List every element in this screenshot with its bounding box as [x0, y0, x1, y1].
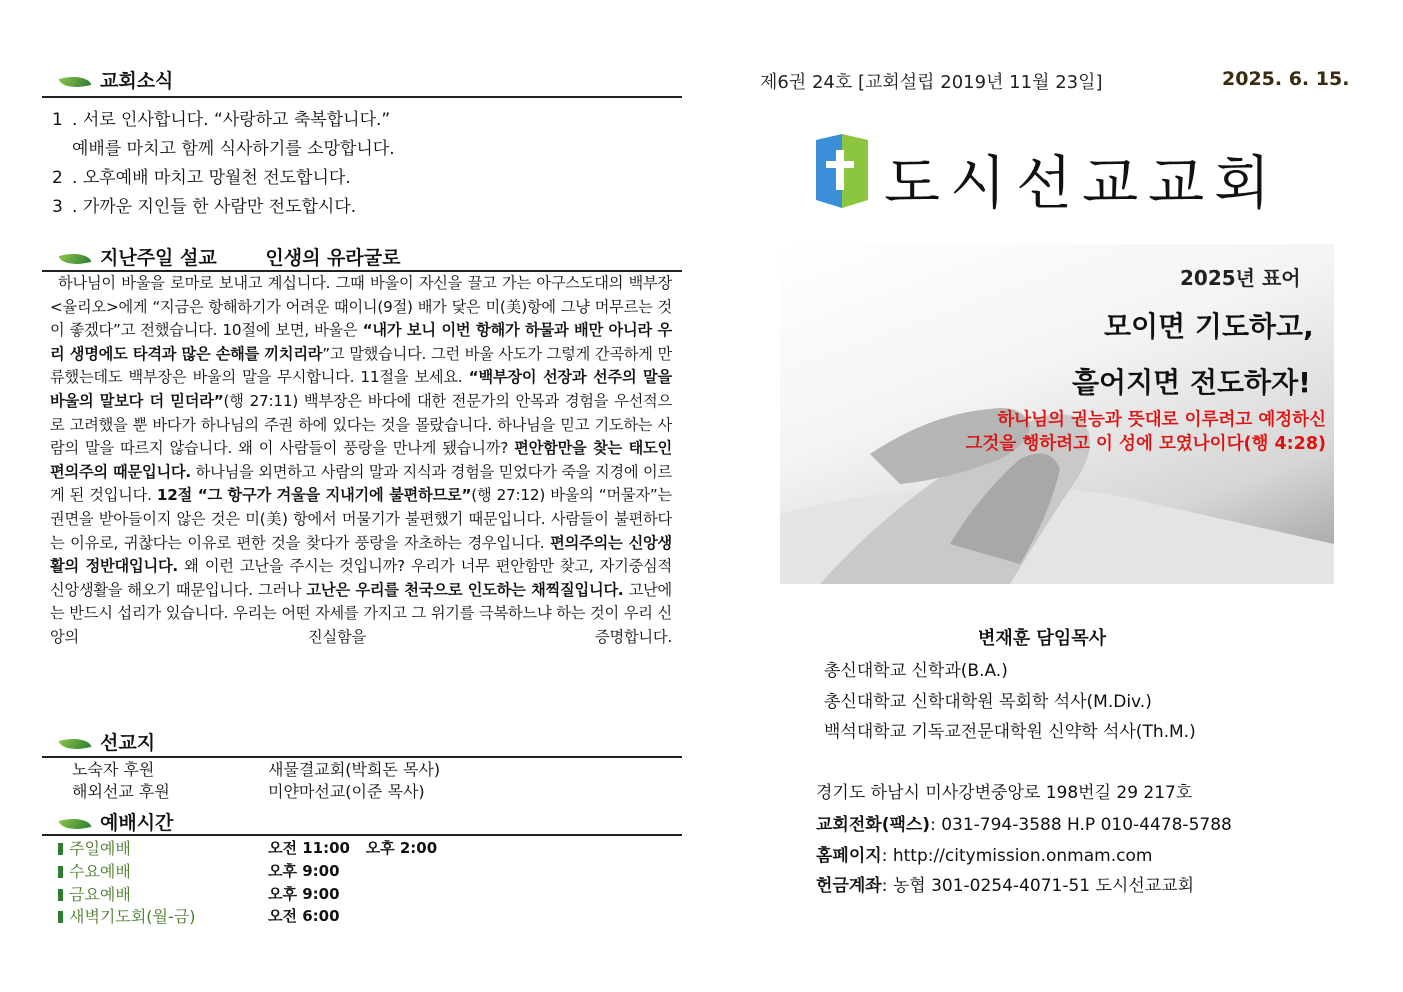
motto-line1: 모이면 기도하고, — [1104, 310, 1314, 343]
bullet-icon — [58, 889, 63, 901]
website: 홈페이지: http://citymission.onmam.com — [816, 846, 1153, 866]
issue-date: 2025. 6. 15. — [1222, 68, 1350, 90]
mission-value: 새물결교회(박희돈 목사) — [268, 760, 441, 779]
mission-value: 미얀마선교(이준 목사) — [268, 782, 425, 801]
cross-icon — [816, 134, 868, 208]
news-heading: 교회소식 — [60, 66, 173, 93]
bullet-icon — [58, 843, 63, 855]
bullet-icon — [58, 911, 63, 923]
pastor-title: 변재훈 담임목사 — [978, 628, 1106, 649]
sermon-body: 하나님이 바울을 로마로 보내고 계십니다. 그때 바울이 자신을 끌고 가는 아구스도대의 백부장 <율리오>에게 “지금은 항해하기가 어려운 때이니(9절) 배가 닻은 미(美)항에 그냥 머무르는 것이 좋겠다”고 전했습니다. 10절에 보면, 바울은 “내가 보니 이번 항해가 하물과 배만 아니라 우리 생명에도 타격과 많은 손해를 끼치리라”고 말했습니다. 그런 바울 사도가 그렇게 간곡하게 만류했는데도 백부장은 바울의 말을 무시합니다. 11절을 보세요. “백부장이 선장과 선주의 말을 바울의 말보다 더 믿더라”(행 27:11) 백부장은 바다에 대한 전문가의 안목과 경험을 우선적으로 고려했을 뿐 바다가 하나님의 주권 하에 있다는 것을 몰랐습니다. 하나님을 믿고 기도하는 사람의 말을 따르지 않습니다. 왜 이 사람들이 풍랑을 만나게 됐습니까? 편안함만을 찾는 태도인 편의주의 때문입니다. 하나님을 외면하고 사람의 말과 지식과 경험을 믿었다가 죽을 지경에 이르게 된 것입니다. 12절 “그 항구가 겨울을 지내기에 불편하므로”(행 27:12) 바울의 “머물자”는 권면을 받아들이지 않은 것은 미(美) 항에서 머물기가 불편했기 때문입니다. 사람들이 불편하다는 이유로, 귀찮다는 이유로 편한 것을 찾다가 풍랑을 자초하는 경우입니다. 편의주의는 신앙생활의 정반대입니다. 왜 이런 고난을 주시는 것입니까? 우리가 너무 편안함만 찾고, 자기중심적 신앙생활을 해오기 때문입니다. 그러나 고난은 우리를 천국으로 인도하는 채찍질입니다. 고난에는 반드시 섭리가 있습니다. 우리는 어떤 자세를 가지고 그 위기를 극복하느냐 하는 것이 우리 신앙의 진실함을 증명합니다. — [50, 274, 673, 646]
motto-line2: 흩어지면 전도하자! — [1072, 366, 1311, 399]
worship-time: 오후 9:00 — [268, 862, 340, 880]
divider — [42, 96, 682, 98]
issue-info: 제6권 24호 [교회설립 2019년 11월 23일] — [760, 72, 1103, 93]
list-item: 3 . 가까운 지인들 한 사람만 전도합시다. — [52, 197, 357, 217]
leaf-icon — [59, 733, 92, 754]
missions-heading: 선교지 — [60, 728, 155, 755]
list-item: 2 . 오후예배 마치고 망월천 전도합니다. — [52, 168, 351, 188]
pastor-degree: 총신대학교 신학대학원 목회학 석사(M.Div.) — [824, 692, 1152, 712]
phone: 교회전화(팩스): 031-794-3588 H.P 010-4478-5788 — [816, 815, 1232, 835]
bullet-icon — [58, 866, 63, 878]
motto-year: 2025년 표어 — [1180, 266, 1301, 290]
worship-heading: 예배시간 — [60, 808, 173, 835]
mission-label: 해외선교 후원 — [72, 782, 170, 801]
pastor-degree: 총신대학교 신학과(B.A.) — [824, 661, 1008, 681]
worship-time: 오전 6:00 — [268, 907, 340, 925]
mission-label: 노숙자 후원 — [72, 760, 155, 779]
address: 경기도 하남시 미사강변중앙로 198번길 29 217호 — [816, 783, 1193, 803]
offering-account: 헌금계좌: 농협 301-0254-4071-51 도시선교교회 — [816, 876, 1195, 896]
leaf-icon — [59, 248, 92, 269]
divider — [42, 834, 682, 836]
news-list — [52, 106, 672, 222]
list-item: 예배를 마치고 함께 식사하기를 소망합니다. — [72, 139, 395, 159]
list-item: 1 . 서로 인사합니다. “사랑하고 축복합니다.” — [52, 110, 391, 130]
leaf-icon — [59, 71, 92, 92]
worship-name: 새벽기도회(월-금) — [58, 904, 195, 927]
church-name: 도시선교교회 — [884, 149, 1281, 217]
sermon-subtitle: 인생의 유라굴로 — [265, 247, 401, 269]
worship-name: 주일예배 — [58, 836, 131, 859]
worship-time: 오전 11:00 오후 2:00 — [268, 839, 438, 857]
motto-verse: 하나님의 권능과 뜻대로 이루려고 예정하신 그것을 행하려고 이 성에 모였나이다(행 4:28) — [965, 410, 1326, 454]
leaf-icon — [59, 813, 92, 834]
pastor-degree: 백석대학교 기독교전문대학원 신약학 석사(Th.M.) — [824, 722, 1196, 742]
worship-name: 금요예배 — [58, 882, 131, 905]
sermon-heading: 지난주일 설교 인생의 유라굴로 — [60, 243, 400, 270]
worship-time: 오후 9:00 — [268, 885, 340, 903]
worship-name: 수요예배 — [58, 859, 131, 882]
